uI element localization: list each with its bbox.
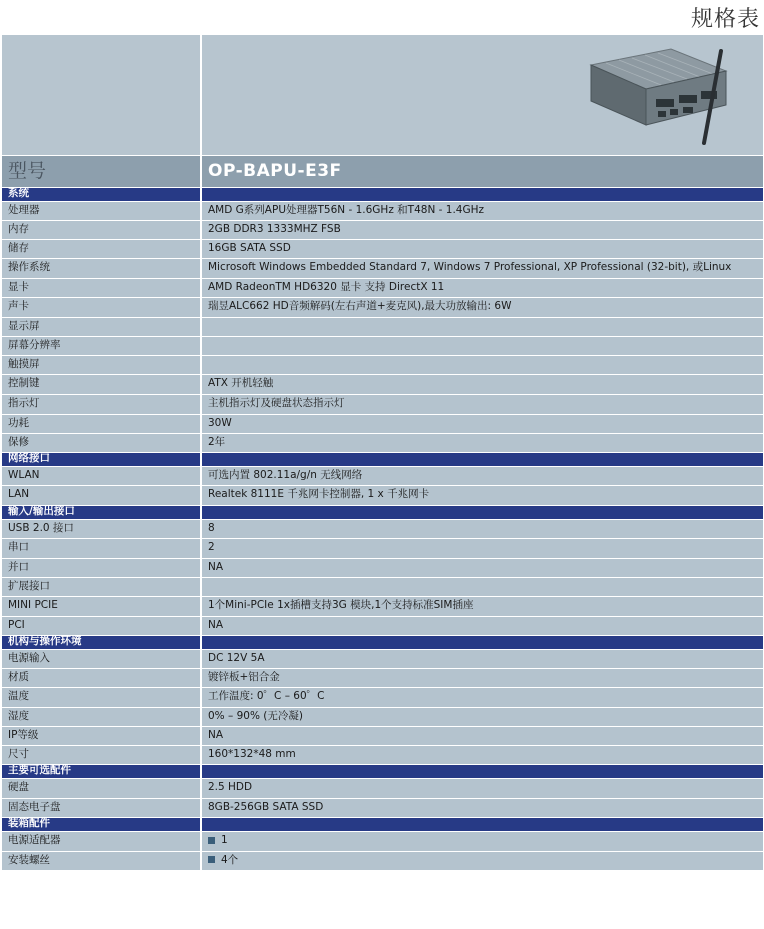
spec-row: [2, 726, 763, 745]
spec-row: [2, 220, 763, 239]
section-title: 主要可选配件: [2, 764, 201, 778]
spec-value: 可选内置 802.11a/g/n 无线网络: [208, 468, 363, 481]
section-title: 装箱配件: [2, 817, 201, 831]
spec-value: 主机指示灯及硬盘状态指示灯: [208, 397, 345, 410]
spec-value: Realtek 8111E 千兆网卡控制器, 1 x 千兆网卡: [208, 488, 430, 501]
spec-value: 16GB SATA SSD: [208, 241, 291, 254]
model-label: 型号: [2, 155, 201, 187]
spec-row: [2, 239, 763, 258]
spec-value-cell: [201, 851, 763, 870]
spec-value-cell: [201, 519, 763, 538]
spec-label: IP等级: [2, 726, 201, 745]
spec-value-cell: [201, 394, 763, 414]
spec-value-cell: [201, 239, 763, 258]
section-header: [2, 505, 763, 519]
spec-label: 显卡: [2, 278, 201, 297]
spec-value: NA: [208, 728, 224, 741]
spec-value-cell: [201, 466, 763, 485]
spec-row: [2, 394, 763, 414]
section-title: 机构与操作环境: [2, 635, 201, 649]
spec-value-cell: [201, 616, 763, 635]
spec-row: [2, 201, 763, 220]
square-bullet-icon: [208, 856, 215, 863]
spec-row: [2, 355, 763, 374]
spec-row: [2, 538, 763, 558]
spec-row: [2, 519, 763, 538]
spec-table: [2, 35, 763, 871]
spec-value: 4个: [221, 853, 239, 866]
section-title: 系统: [2, 187, 201, 201]
spec-label: 电源输入: [2, 649, 201, 668]
spec-value-cell: [201, 649, 763, 668]
spec-label: 触摸屏: [2, 355, 201, 374]
spec-row: [2, 649, 763, 668]
spec-row: [2, 687, 763, 707]
spec-value-cell: [201, 831, 763, 851]
spec-label: 指示灯: [2, 394, 201, 414]
spec-value-cell: [201, 745, 763, 764]
section-title: 网络接口: [2, 452, 201, 466]
spec-value: DC 12V 5A: [208, 651, 265, 664]
spec-row: [2, 831, 763, 851]
spec-row: [2, 258, 763, 278]
section-filler: [201, 817, 763, 831]
spec-label: 显示屏: [2, 317, 201, 336]
spec-label: 硬盘: [2, 778, 201, 798]
spec-label: LAN: [2, 485, 201, 505]
spec-label: 控制键: [2, 374, 201, 394]
section-header: [2, 635, 763, 649]
spec-value: 2.5 HDD: [208, 781, 253, 794]
spec-value: AMD G系列APU处理器T56N - 1.6GHz 和T48N - 1.4GHz: [208, 203, 485, 216]
spec-value: ATX 开机轻触: [208, 377, 274, 390]
spec-row: [2, 577, 763, 596]
spec-value: NA: [208, 618, 224, 631]
spec-row: [2, 668, 763, 687]
spec-value-cell: [201, 258, 763, 278]
section-title: 输入/输出接口: [2, 505, 201, 519]
spec-label: 内存: [2, 220, 201, 239]
spec-row: [2, 798, 763, 817]
spec-value: 2GB DDR3 1333MHZ FSB: [208, 222, 341, 235]
spec-value-cell: [201, 317, 763, 336]
section-header: [2, 817, 763, 831]
spec-value: 160*132*48 mm: [208, 747, 296, 760]
spec-value-cell: [201, 668, 763, 687]
photo-label-cell: [2, 35, 201, 155]
spec-label: MINI PCIE: [2, 596, 201, 616]
spec-value-cell: [201, 798, 763, 817]
spec-value-cell: [201, 577, 763, 596]
spec-label: 湿度: [2, 707, 201, 726]
spec-row: [2, 374, 763, 394]
square-bullet-icon: [208, 837, 215, 844]
spec-value: 1: [221, 834, 228, 847]
spec-value: 2: [208, 541, 215, 554]
spec-label: 串口: [2, 538, 201, 558]
spec-row: [2, 433, 763, 452]
spec-value-cell: [201, 433, 763, 452]
spec-value: 0% – 90% (无冷凝): [208, 709, 303, 722]
spec-value-cell: [201, 707, 763, 726]
spec-row: [2, 616, 763, 635]
spec-value: 2年: [208, 435, 226, 448]
spec-label: 储存: [2, 239, 201, 258]
spec-row: [2, 278, 763, 297]
spec-value: Microsoft Windows Embedded Standard 7, Windows 7 Professional, XP Professional (32-bit), 或Linux: [208, 261, 732, 274]
spec-value-cell: [201, 336, 763, 355]
spec-row: [2, 485, 763, 505]
section-filler: [201, 452, 763, 466]
spec-value: 瑞昱ALC662 HD音频解码(左右声道+麦克风),最大功放输出: 6W: [208, 300, 512, 313]
spec-row: [2, 558, 763, 577]
spec-value-cell: [201, 558, 763, 577]
spec-value: NA: [208, 560, 224, 573]
spec-row: [2, 707, 763, 726]
spec-value-cell: [201, 355, 763, 374]
spec-value: 1个Mini-PCIe 1x插槽支持3G 模块,1个支持标准SIM插座: [208, 599, 474, 612]
spec-label: 电源适配器: [2, 831, 201, 851]
model-value: OP-BAPU-E3F: [201, 155, 763, 187]
spec-value-cell: [201, 374, 763, 394]
section-filler: [201, 505, 763, 519]
spec-value-cell: [201, 220, 763, 239]
photo-row: [2, 35, 763, 155]
page-title: 规格表: [690, 7, 760, 32]
spec-label: 材质: [2, 668, 201, 687]
spec-row: [2, 466, 763, 485]
spec-value-cell: [201, 596, 763, 616]
spec-value-cell: [201, 538, 763, 558]
spec-label: 保修: [2, 433, 201, 452]
spec-row: [2, 596, 763, 616]
spec-row: [2, 745, 763, 764]
spec-label: 功耗: [2, 414, 201, 433]
spec-label: WLAN: [2, 466, 201, 485]
section-filler: [201, 764, 763, 778]
spec-value-cell: [201, 778, 763, 798]
spec-label: USB 2.0 接口: [2, 519, 201, 538]
spec-label: 处理器: [2, 201, 201, 220]
spec-row: [2, 297, 763, 317]
section-header: [2, 187, 763, 201]
spec-value-cell: [201, 201, 763, 220]
spec-label: 尺寸: [2, 745, 201, 764]
spec-row: [2, 336, 763, 355]
spec-row: [2, 414, 763, 433]
spec-value: AMD RadeonTM HD6320 显卡 支持 DirectX 11: [208, 280, 445, 293]
model-row: [2, 155, 763, 187]
photo-cell: [201, 35, 763, 155]
spec-value-cell: [201, 485, 763, 505]
spec-value: 30W: [208, 416, 232, 429]
spec-value-cell: [201, 297, 763, 317]
spec-label: 屏幕分辨率: [2, 336, 201, 355]
spec-row: [2, 317, 763, 336]
section-header: [2, 452, 763, 466]
spec-value-cell: [201, 687, 763, 707]
product-photo: [561, 43, 741, 153]
spec-label: 安装螺丝: [2, 851, 201, 870]
spec-value: 8: [208, 521, 215, 534]
spec-value-cell: [201, 726, 763, 745]
section-filler: [201, 635, 763, 649]
spec-label: 扩展接口: [2, 577, 201, 596]
section-filler: [201, 187, 763, 201]
spec-row: [2, 778, 763, 798]
spec-label: 固态电子盘: [2, 798, 201, 817]
spec-label: 温度: [2, 687, 201, 707]
spec-label: 声卡: [2, 297, 201, 317]
spec-value: 工作温度: 0゜C – 60゜C: [208, 690, 325, 703]
spec-label: PCI: [2, 616, 201, 635]
spec-value-cell: [201, 278, 763, 297]
spec-row: [2, 851, 763, 870]
spec-value: 8GB-256GB SATA SSD: [208, 800, 324, 813]
spec-value-cell: [201, 414, 763, 433]
spec-label: 操作系统: [2, 258, 201, 278]
spec-label: 并口: [2, 558, 201, 577]
spec-value: 镀锌板+铝合金: [208, 670, 280, 683]
section-header: [2, 764, 763, 778]
